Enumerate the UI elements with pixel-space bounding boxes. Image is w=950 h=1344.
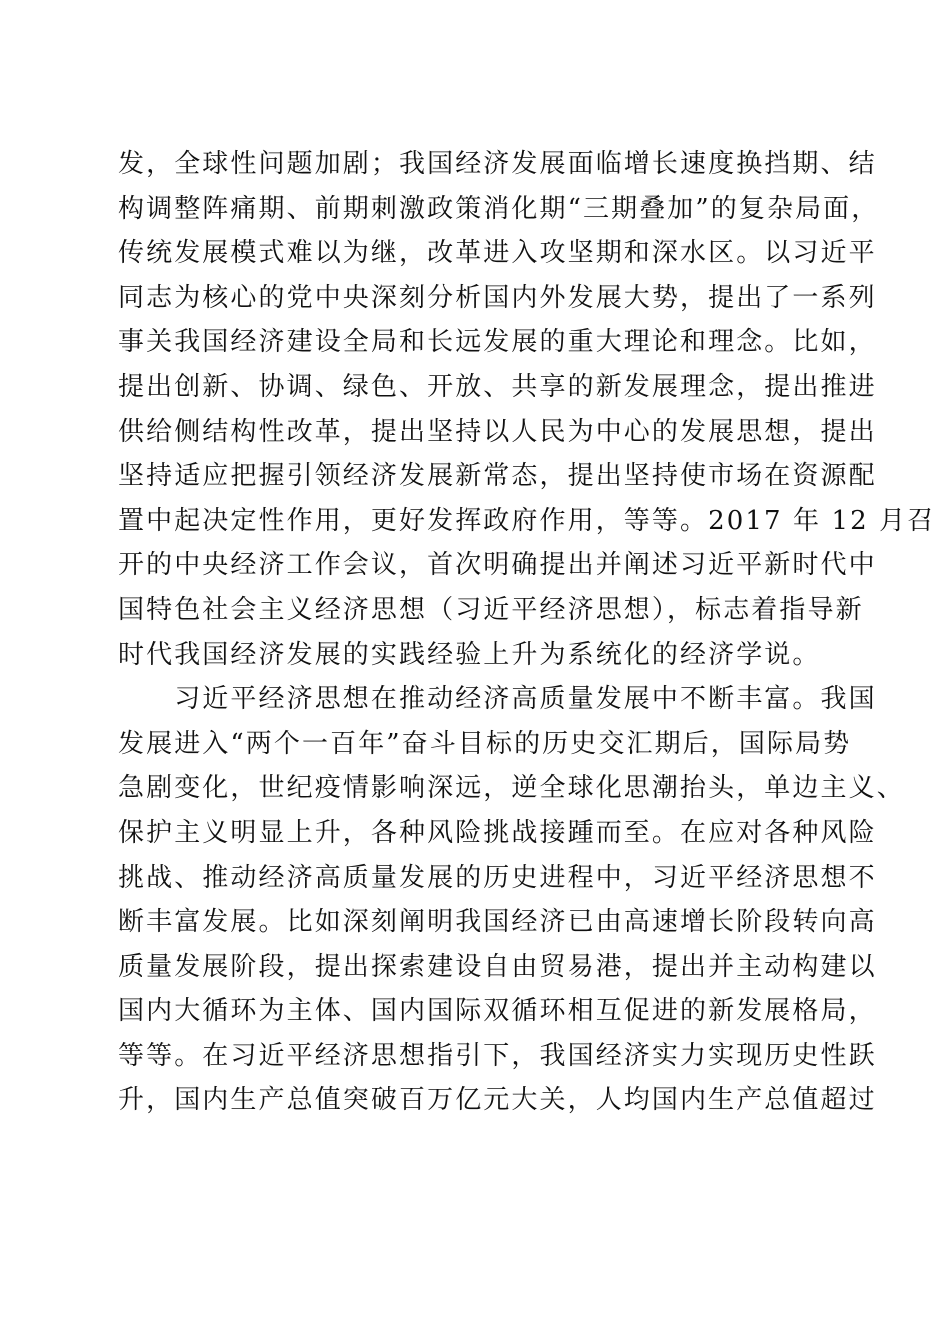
text-line: 时代我国经济发展的实践经验上升为系统化的经济学说。: [118, 639, 821, 670]
text-line: 构调整阵痛期、前期刺激政策消化期“三期叠加”的复杂局面，: [118, 193, 880, 224]
body-text: [118, 142, 936, 1123]
text-line: 国特色社会主义经济思想（习近平经济思想），标志着指导新: [118, 594, 864, 625]
paragraph-start-line: 习近平经济思想在推动经济高质量发展中不断丰富。我国: [118, 684, 877, 715]
text-line: 急剧变化，世纪疫情影响深远，逆全球化思潮抬头，单边主义、: [118, 773, 905, 804]
text-line: 坚持适应把握引领经济发展新常态，提出坚持使市场在资源配: [118, 461, 877, 492]
text-line: 质量发展阶段，提出探索建设自由贸易港，提出并主动构建以: [118, 951, 877, 982]
text-line: 断丰富发展。比如深刻阐明我国经济已由高速增长阶段转向高: [118, 907, 877, 938]
text-line: 供给侧结构性改革，提出坚持以人民为中心的发展思想，提出: [118, 416, 877, 447]
text-line: 等等。在习近平经济思想指引下，我国经济实力实现历史性跃: [118, 1040, 877, 1071]
text-line: 挑战、推动经济高质量发展的历史进程中，习近平经济思想不: [118, 862, 877, 893]
text-line: 升，国内生产总值突破百万亿元大关，人均国内生产总值超过: [118, 1085, 877, 1116]
text-line: 保护主义明显上升，各种风险挑战接踵而至。在应对各种风险: [118, 817, 877, 848]
text-line: 发，全球性问题加剧；我国经济发展面临增长速度换挡期、结: [118, 149, 877, 179]
text-line: 提出创新、协调、绿色、开放、共享的新发展理念，提出推进: [118, 371, 877, 402]
text-line: 发展进入“两个一百年”奋斗目标的历史交汇期后，国际局势: [118, 728, 852, 759]
text-line: 国内大循环为主体、国内国际双循环相互促进的新发展格局，: [118, 996, 877, 1027]
text-line: 传统发展模式难以为继，改革进入攻坚期和深水区。以习近平: [118, 238, 877, 269]
text-line: 开的中央经济工作会议，首次明确提出并阐述习近平新时代中: [118, 550, 877, 581]
text-line: 同志为核心的党中央深刻分析国内外发展大势，提出了一系列: [118, 282, 877, 313]
text-line: 置中起决定性作用，更好发挥政府作用，等等。2017 年 12 月召: [118, 505, 936, 536]
text-line: 事关我国经济建设全局和长远发展的重大理论和理念。比如，: [118, 327, 877, 358]
